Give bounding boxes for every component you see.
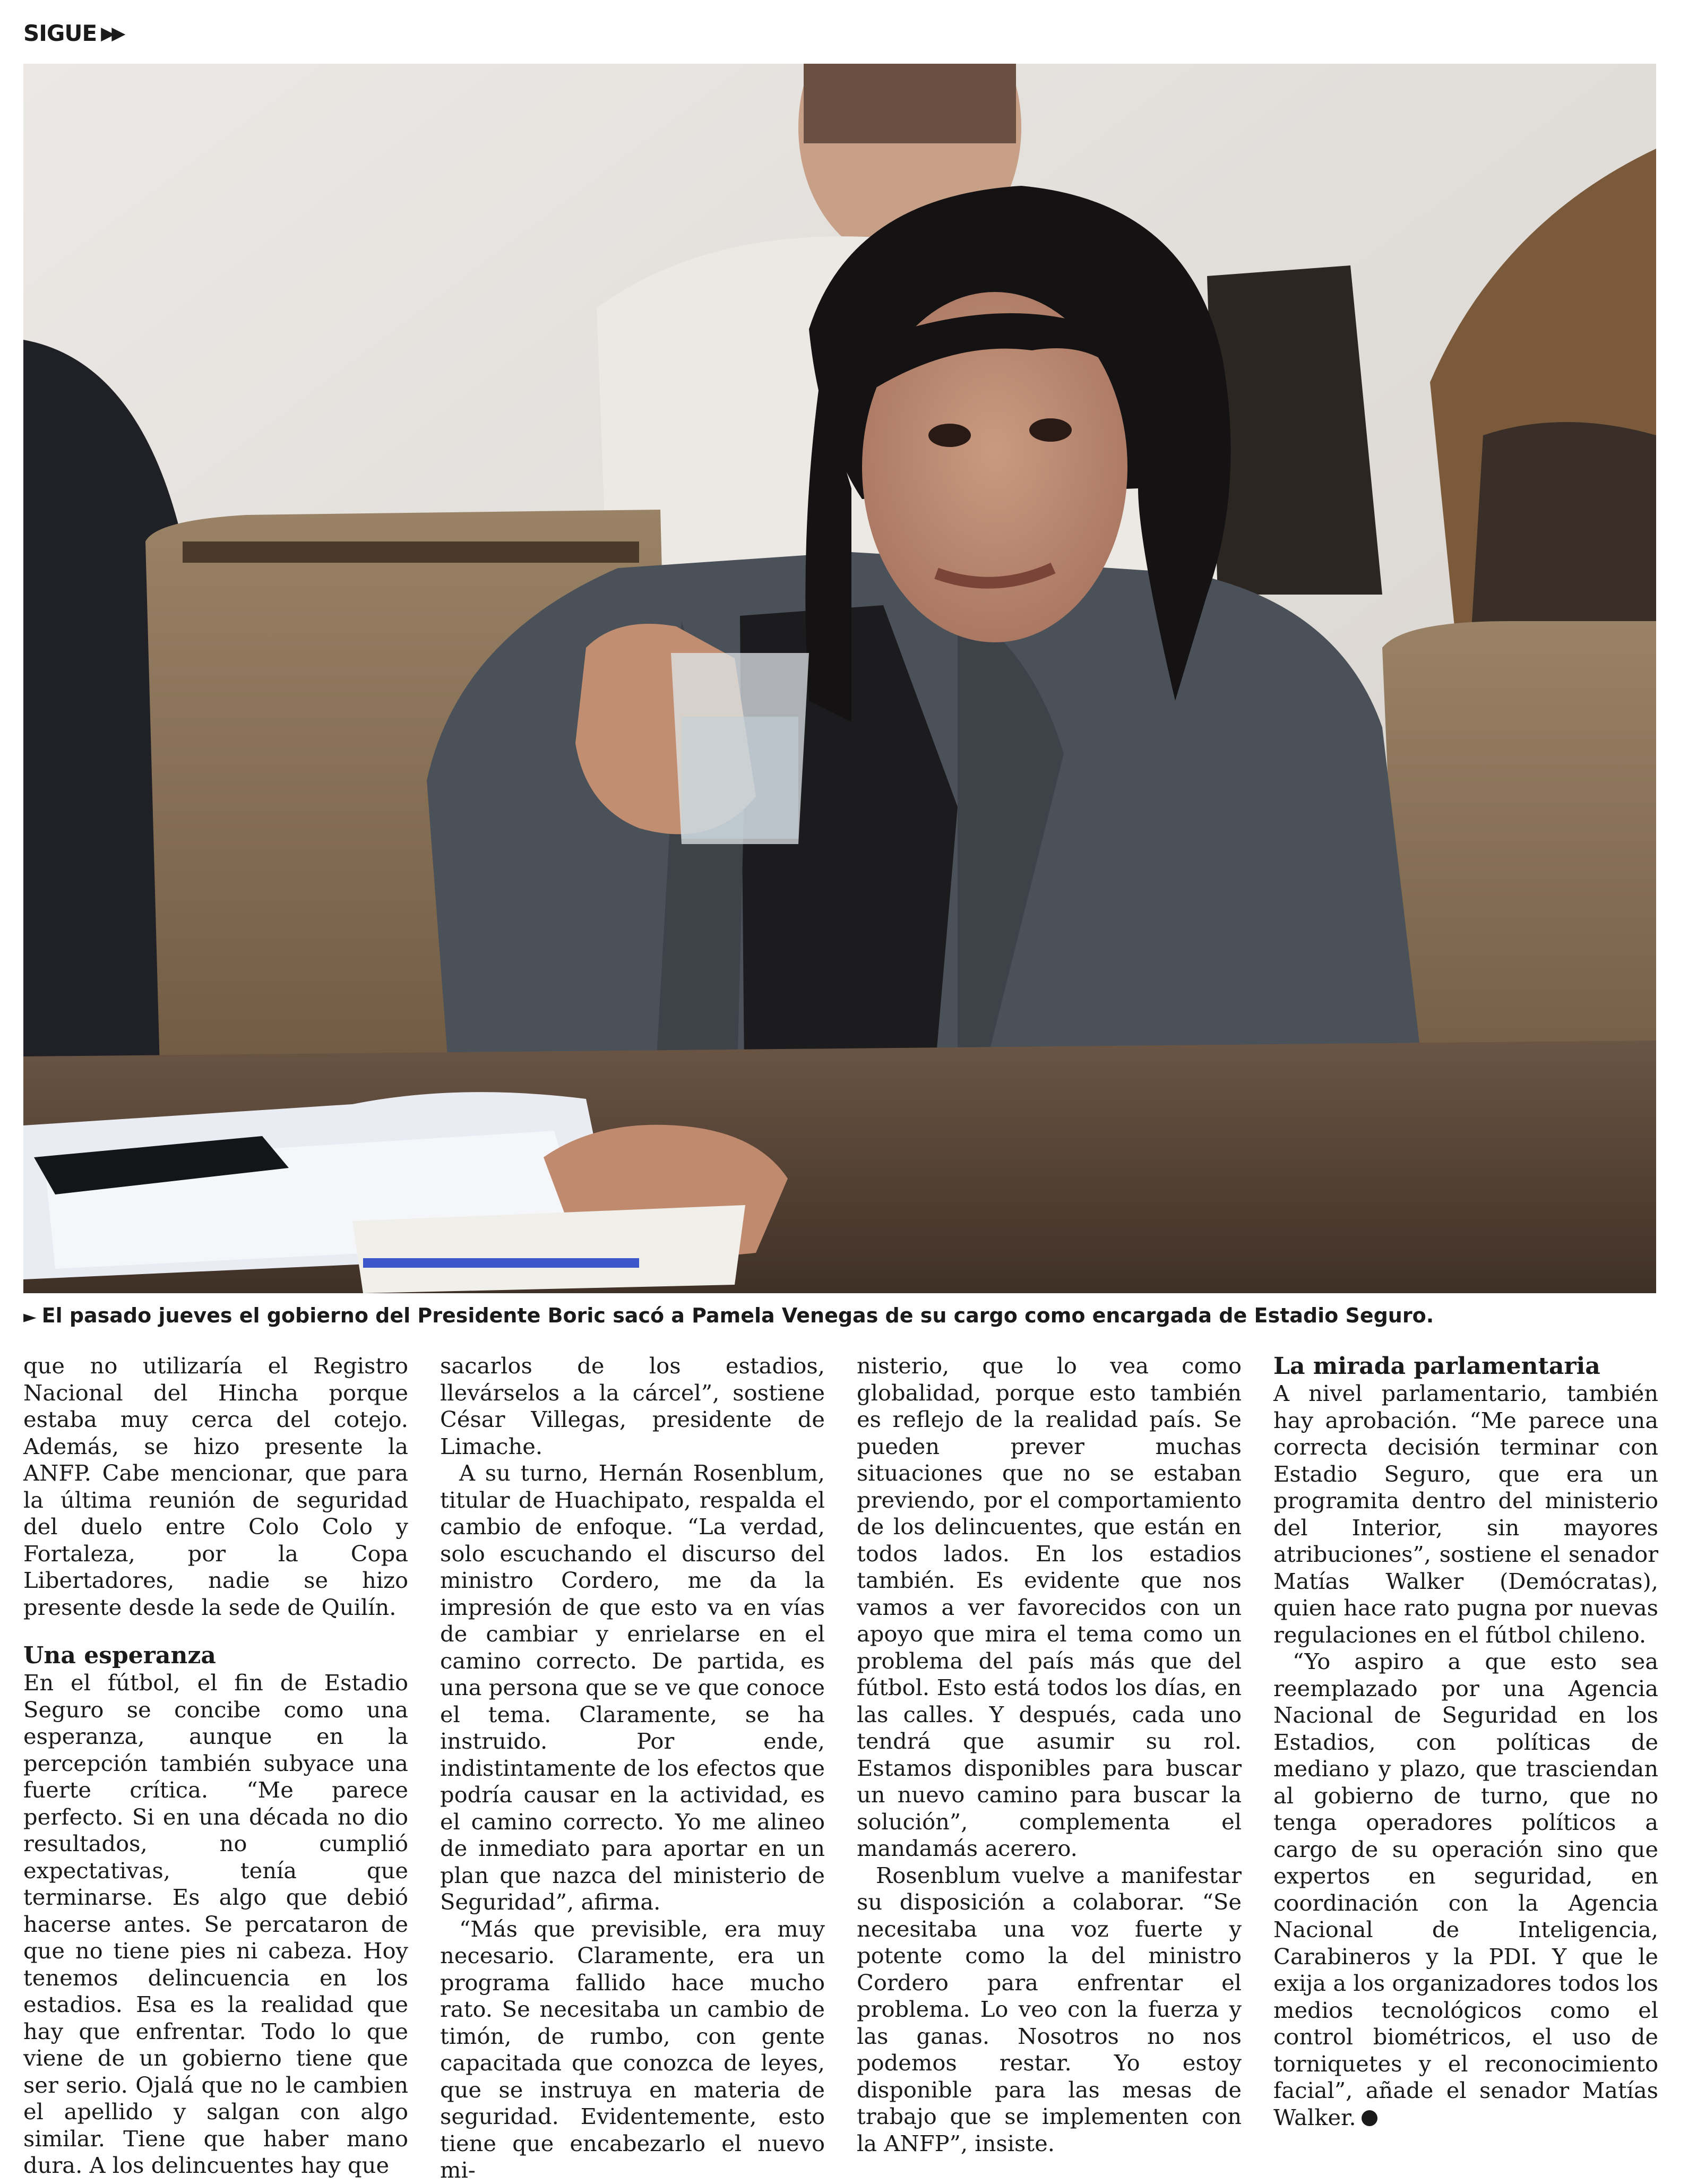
paragraph: nisterio, que lo vea como globalidad, porque esto también es reflejo de la realidad país. Se pueden prever muchas situaciones que no se estaban previendo, por el comportamiento de los delincuentes, que están en todos lados. En los estadios también. Es evidente que nos vamos a ver favorecidos con un apoyo que mira el tema como un problema del país más que del fútbol. Esto está todos los días, en las calles. Y después, cada uno tendrá que asumir su rol. Estamos disponibles para buscar un nuevo camino para buscar la solución”, complementa el mandamás acerero. [857, 1353, 1242, 1861]
caption-text: El pasado jueves el gobierno del Presidente Boric sacó a Pamela Venegas de su cargo como encargada de Estadio Seguro. [41, 1304, 1434, 1327]
paragraph-text: “Yo aspiro a que esto sea reemplazado por una Agencia Nacional de Seguridad en los Estadios, con políticas de mediano y plazo, que trasciendan al gobierno de turno, que no tenga operadores políticos a cargo de su operación sino que expertos en seguridad, en coordinación con la Agencia Nacional de Inteligencia, Carabineros y la PDI. Y que le exija a los organizadores todos los medios tecnológicos como el control biométricos, el uso de torniquetes y el reconocimiento facial”, añade el senador Matías Walker. [1273, 1648, 1658, 2130]
paragraph: “Más que previsible, era muy necesario. Claramente, era un programa fallido hace mucho rato. Se necesitaba un cambio de timón, de rumbo, con gente capacitada que conozca de leyes, que se instruya en materia de seguridad. Evidentemente, esto tiene que encabezarlo el nuevo mi- [440, 1915, 825, 2183]
paragraph: A su turno, Hernán Rosenblum, titular de Huachipato, respalda el cambio de enfoque. “La verdad, solo escuchando el discurso del ministro Cordero, me da la impresión de que esto va en vías de cambiar y enrielarse en el camino correcto. De partida, es una persona que se ve que conoce el tema. Claramente, se ha instruido. Por ende, indistintamente de los efectos que podría causar en la actividad, es el camino correcto. Yo me alineo de inmediato para aportar en un plan que nazca del ministerio de Seguridad”, afirma. [440, 1460, 825, 1915]
article-body [23, 1353, 1658, 2183]
article-column-1 [23, 1353, 408, 2178]
paragraph-final [1273, 1648, 1658, 2131]
paragraph: En el fútbol, el fin de Estadio Seguro se concibe como una esperanza, aunque en la percepción también subyace una fuerte crítica. “Me parece perfecto. Si en una década no dio resultados, no cumplió expectativas, tenía que terminarse. Es algo que debió hacerse antes. Se percataron de que no tiene pies ni cabeza. Hoy tenemos delincuencia en los estadios. Esa es la realidad que hay que enfrentar. Todo lo que viene de un gobierno tiene que ser serio. Ojalá que no le cambien el apellido y salgan con algo similar. Tiene que haber mano dura. A los delincuentes hay que [23, 1670, 408, 2178]
photo-illustration [23, 64, 1656, 1293]
end-of-article-icon [1362, 2110, 1377, 2126]
paragraph: A nivel parlamentario, también hay aprobación. “Me parece una correcta decisión terminar con Estadio Seguro, que era un programita dentro del ministerio del Interior, sin mayores atribuciones”, sostiene el senador Matías Walker (Demócratas), quien hace rato pugna por nuevas regulaciones en el fútbol chileno. [1273, 1380, 1658, 1648]
article-column-4 [1273, 1353, 1658, 2130]
section-label-text: SIGUE [23, 20, 97, 46]
paragraph: que no utilizaría el Registro Nacional del Hincha porque estaba muy cerca del cotejo. Además, se hizo presente la ANFP. Cabe mencionar, que para la última reunión de seguridad del duelo entre Colo Colo y Fortaleza, por la Copa Libertadores, nadie se hizo presente desde la sede de Quilín. [23, 1353, 408, 1620]
continue-arrows-icon: ▶▶ [101, 22, 123, 44]
caption-triangle-icon: ► [23, 1306, 37, 1327]
news-photo [23, 64, 1656, 1293]
subheading: La mirada parlamentaria [1273, 1353, 1600, 1380]
article-column-3 [857, 1353, 1242, 2156]
article-column-2 [440, 1353, 825, 2183]
subheading: Una esperanza [23, 1642, 216, 1669]
section-continues-label [23, 20, 122, 46]
paragraph: sacarlos de los estadios, llevárselos a la cárcel”, sostiene César Villegas, presidente de Limache. [440, 1353, 825, 1459]
photo-caption [23, 1302, 1658, 1330]
paragraph: Rosenblum vuelve a manifestar su disposición a colaborar. “Se necesitaba una voz fuerte y potente como la del ministro Cordero para enfrentar el problema. Lo veo con la fuerza y las ganas. Nosotros no nos podemos restar. Yo estoy disponible para las mesas de trabajo que se implementen con la ANFP”, insiste. [857, 1862, 1242, 2156]
